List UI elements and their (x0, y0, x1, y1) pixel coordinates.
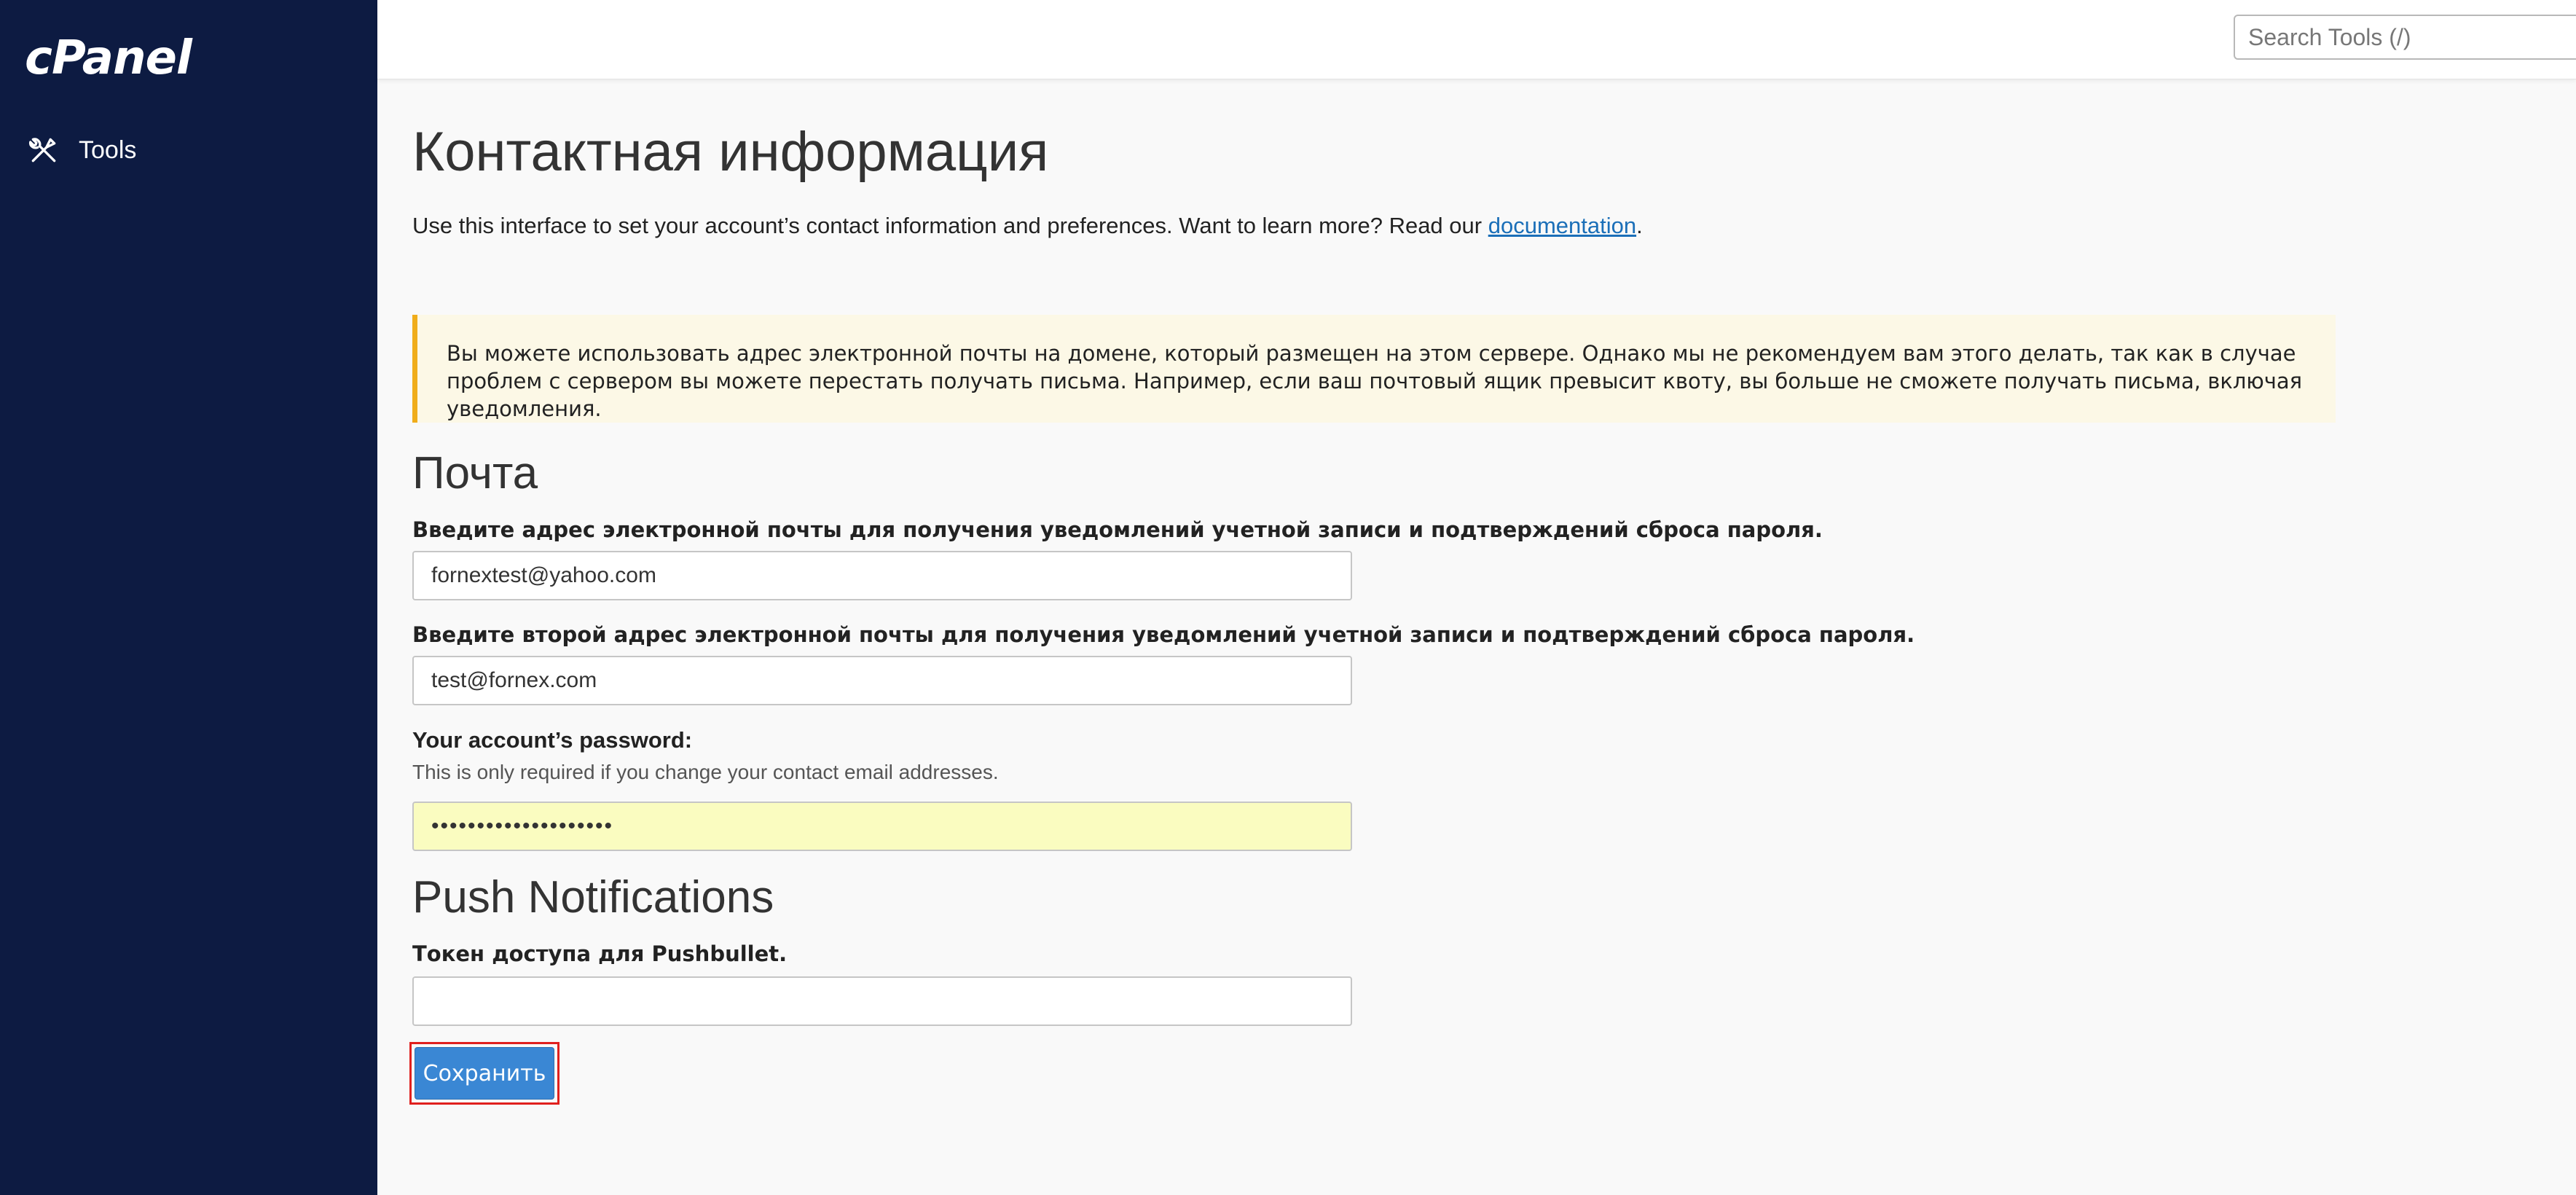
documentation-link[interactable]: documentation (1488, 213, 1637, 238)
mail-section-title: Почта (412, 448, 538, 498)
search-input[interactable] (2235, 16, 2576, 58)
pushbullet-token-label: Токен доступа для Pushbullet. (412, 941, 788, 966)
tools-icon (28, 134, 60, 166)
save-button-highlight (409, 1042, 559, 1105)
page-title: Контактная информация (412, 121, 1049, 183)
search-box (2234, 15, 2576, 60)
pushbullet-token-field[interactable] (412, 976, 1352, 1026)
push-section-title: Push Notifications (412, 872, 774, 922)
password-field[interactable] (412, 802, 1352, 851)
sidebar-item-label: Tools (79, 136, 137, 164)
email2-field[interactable] (412, 656, 1352, 705)
cpanel-logo[interactable]: cPanel (25, 31, 192, 85)
intro-text (412, 213, 1643, 239)
sidebar (0, 0, 377, 1195)
save-button[interactable]: Сохранить (415, 1047, 554, 1100)
intro-text-body: Use this interface to set your account’s contact information and preferences. Want to learn more? Read our (412, 213, 1488, 238)
warning-callout: Вы можете использовать адрес электронной почты на домене, который размещен на этом сервере. Однако мы не рекомендуем вам этого делать, так как в случае проблем с сервером вы можете перестать получать письма. Например, если ваш почтовый ящик превысит квоту, вы больше не сможете получать письма, включая уведомления. (412, 315, 2336, 423)
email1-label: Введите адрес электронной почты для получения уведомлений учетной записи и подтверждений сброса пароля. (412, 517, 1823, 542)
sidebar-item-tools[interactable] (28, 130, 136, 171)
email2-label: Введите второй адрес электронной почты для получения уведомлений учетной записи и подтверждений сброса пароля. (412, 622, 1915, 647)
email1-field[interactable] (412, 551, 1352, 600)
top-header (377, 0, 2576, 79)
password-label: Your account’s password: (412, 727, 693, 753)
password-help-text: This is only required if you change your contact email addresses. (412, 761, 999, 783)
intro-text-suffix: . (1636, 213, 1643, 238)
